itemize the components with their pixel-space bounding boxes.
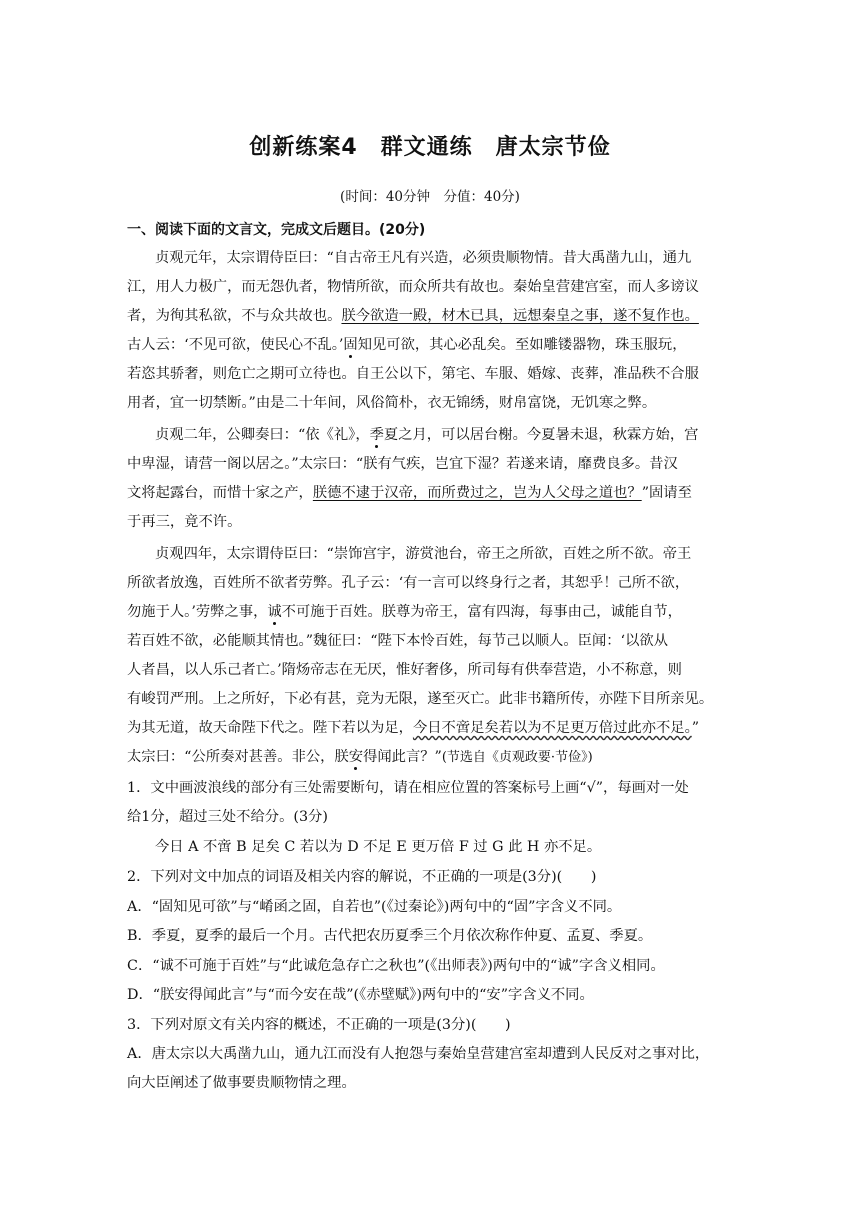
passage-line: 贞观四年，太宗谓侍臣曰：“崇饰宫宇，游赏池台，帝王之所欲，百姓之所不欲。帝王 bbox=[155, 546, 692, 562]
passage-line: 者，为徇其私欲，不与众共故也。朕今欲造一殿，材木已具，远想秦皇之事，遂不复作也。 bbox=[127, 308, 699, 324]
passage-line: 于再三，竟不许。 bbox=[127, 514, 242, 530]
passage-line: 用者，宜一切禁断。”由是二十年间，风俗简朴，衣无锦绣，财帛富饶，无饥寒之弊。 bbox=[127, 395, 657, 411]
question-2-option-c: C．“诚不可施于百姓”与“此诚危急存亡之秋也”(《出师表》)两句中的“诚”字含义相同。 bbox=[127, 958, 665, 974]
page-title: 创新练案4 群文通练 唐太宗节俭 bbox=[249, 135, 611, 160]
question-1-stem: 1．文中画波浪线的部分有三处需要断句，请在相应位置的答案标号上画“√”，每画对一处 bbox=[127, 780, 689, 796]
source-citation: (节选自《贞观政要·节俭》) bbox=[441, 750, 593, 765]
dotted-char: 诚 bbox=[267, 604, 282, 620]
passage-line: 为其无道，故天命陛下代之。陛下若以为足，今日不啻足矣若以为不足更万倍过此亦不足。” bbox=[127, 720, 700, 736]
question-2-option-d: D．“朕安得闻此言”与“而今安在哉”(《赤壁赋》)两句中的“安”字含义不同。 bbox=[127, 987, 594, 1003]
underlined-sentence: 朕今欲造一殿，材木已具，远想秦皇之事，遂不复作也。 bbox=[341, 308, 699, 324]
passage-line: 勿施于人。’劳弊之事，诚不可施于百姓。朕尊为帝王，富有四海，每事由己，诚能自节， bbox=[127, 604, 682, 620]
underlined-sentence: 朕德不逮于汉帝，而所费过之，岂为人父母之道也？ bbox=[312, 485, 642, 501]
question-2-stem: 2．下列对文中加点的词语及相关内容的解说，不正确的一项是(3分)( ) bbox=[127, 869, 597, 885]
passage-line: 中卑湿，请营一阁以居之。”太宗曰：“朕有气疾，岂宜下湿？若遂来请，靡费良多。昔汉 bbox=[127, 456, 678, 472]
question-2-option-a: A．“固知见可欲”与“崤函之固，自若也”(《过秦论》)两句中的“固”字含义不同。 bbox=[127, 899, 622, 915]
time-score-info: (时间：40分钟 分值：40分) bbox=[340, 189, 520, 205]
question-3-stem: 3．下列对原文有关内容的概述，不正确的一项是(3分)( ) bbox=[127, 1017, 511, 1033]
question-1-stem: 给1分，超过三处不给分。(3分) bbox=[127, 809, 328, 825]
passage-line: 贞观二年，公卿奏曰：“依《礼》，季夏之月，可以居台榭。今夏暑未退，秋霖方始，宫 bbox=[155, 427, 699, 443]
dotted-char: 固 bbox=[343, 337, 358, 353]
dotted-char: 安 bbox=[348, 749, 364, 765]
section-heading: 一、阅读下面的文言文，完成文后题目。(20分) bbox=[127, 222, 426, 238]
wavy-underlined-sentence: 今日不啻足矣若以为不足更万倍过此亦不足。 bbox=[412, 720, 692, 736]
passage-line: 贞观元年，太宗谓侍臣曰：“自古帝王凡有兴造，必须贵顺物情。昔大禹凿九山，通九 bbox=[155, 250, 692, 266]
question-3-option-a: A．唐太宗以大禹凿九山，通九江而没有人抱怨与秦始皇营建宫室却遭到人民反对之事对比， bbox=[127, 1046, 710, 1062]
question-2-option-b: B．季夏，夏季的最后一个月。古代把农历夏季三个月依次称作仲夏、孟夏、季夏。 bbox=[127, 928, 653, 944]
question-1-options: 今日 A 不啻 B 足矣 C 若以为 D 不足 E 更万倍 F 过 G 此 H 亦不足。 bbox=[155, 839, 602, 855]
passage-line: 人者昌，以人乐己者亡。’隋炀帝志在无厌，惟好奢侈，所司每有供奉营造，小不称意，则 bbox=[127, 662, 682, 678]
passage-line: 若恣其骄奢，则危亡之期可立待也。自王公以下，第宅、车服、婚嫁、丧葬，准品秩不合服 bbox=[127, 366, 699, 382]
passage-line: 太宗曰：“公所奏对甚善。非公，朕安得闻此言？”(节选自《贞观政要·节俭》) bbox=[127, 749, 593, 765]
passage-line: 文将起露台，而惜十家之产，朕德不逮于汉帝，而所费过之，岂为人父母之道也？”固请至 bbox=[127, 485, 692, 501]
dotted-char: 季 bbox=[369, 427, 384, 443]
passage-line: 江，用人力极广，而无怨仇者，物情所欲，而众所共有故也。秦始皇营建宫室，而人多谤议 bbox=[127, 279, 699, 295]
passage-line: 古人云：‘不见可欲，使民心不乱。’固知见可欲，其心必乱矣。至如雕镂器物，珠玉服玩， bbox=[127, 337, 687, 353]
passage-line: 若百姓不欲，必能顺其情也。”魏征曰：“陛下本怜百姓，每节己以顺人。臣闻：‘以欲从 bbox=[127, 633, 668, 649]
passage-line: 所欲者放逸，百姓所不欲者劳弊。孔子云：‘有一言可以终身行之者，其恕乎！己所不欲， bbox=[127, 575, 690, 591]
passage-line: 有峻罚严刑。上之所好，下必有甚，竞为无限，遂至灭亡。此非书籍所传，亦陛下目所亲见。 bbox=[127, 691, 714, 707]
question-3-option-a: 向大臣阐述了做事要贵顺物情之理。 bbox=[127, 1075, 356, 1091]
